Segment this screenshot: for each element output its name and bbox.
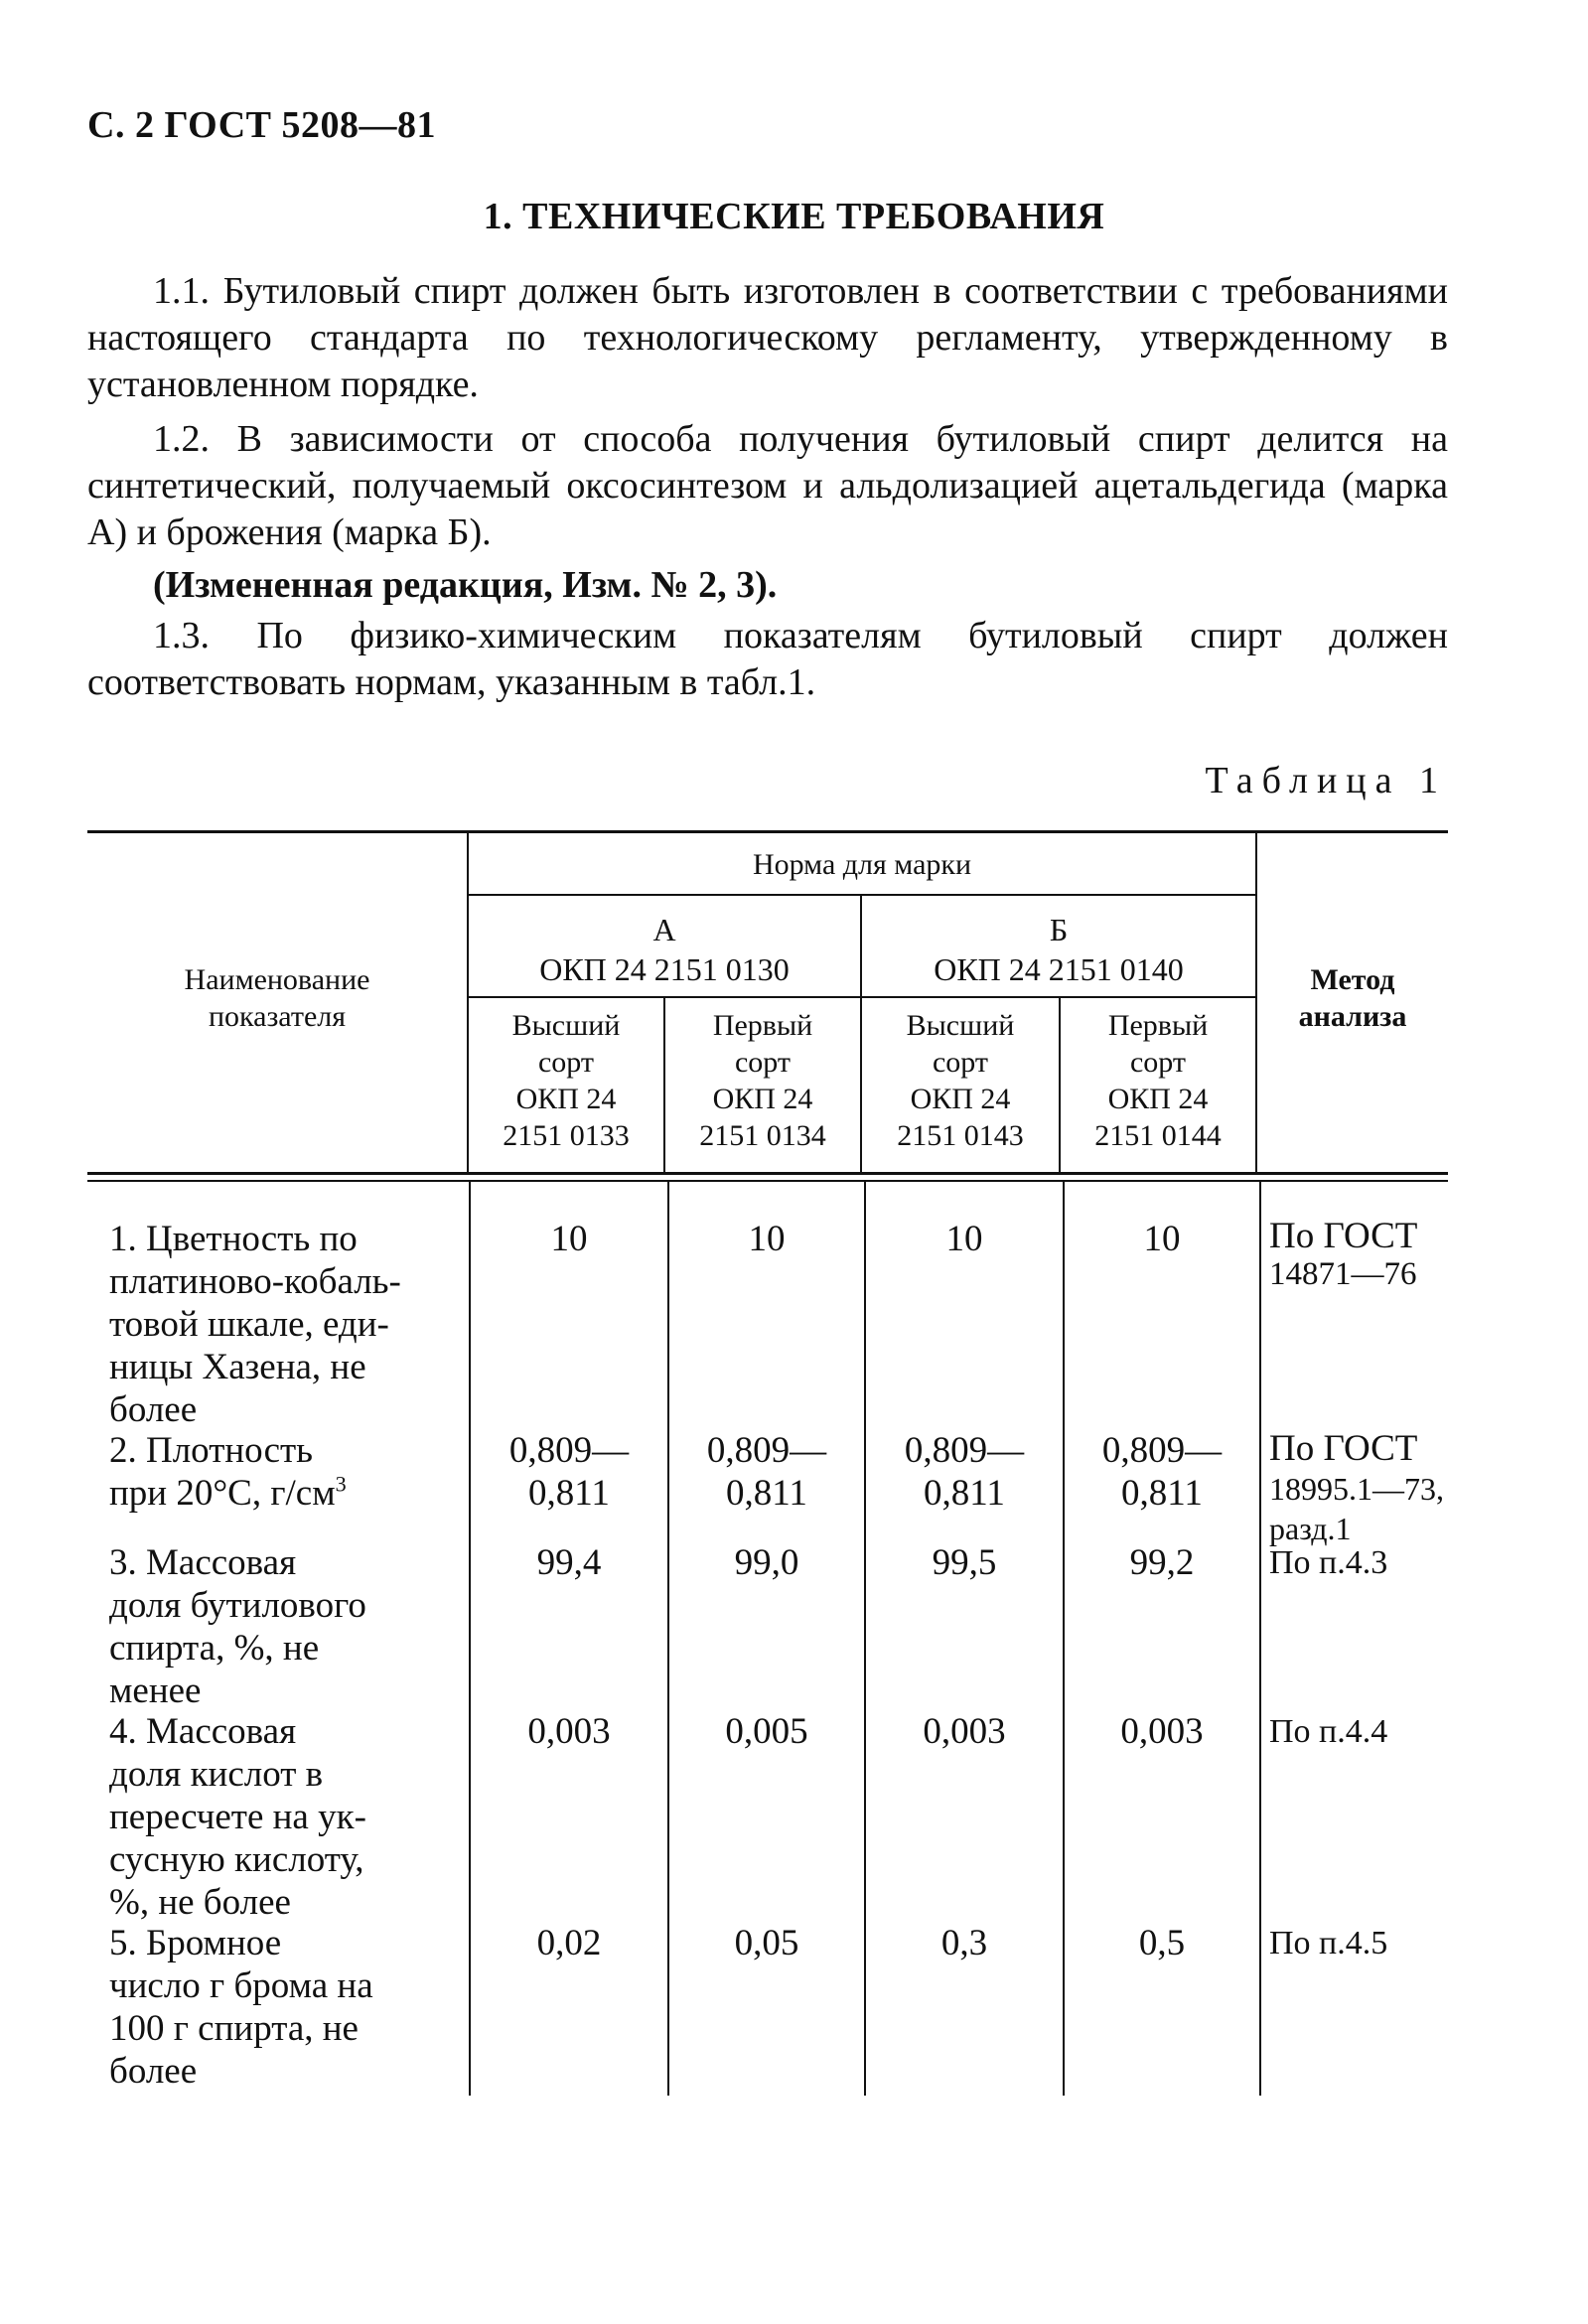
value-line: 0,811	[726, 1473, 807, 1514]
subcol-line: 2151 0134	[699, 1119, 826, 1152]
name-line: платиново-кобаль-	[109, 1261, 401, 1302]
vline-body-5	[1259, 1182, 1261, 2096]
name-line: более	[109, 1389, 198, 1430]
method-line: По п.4.3	[1269, 1544, 1388, 1581]
value-line: 0,809—	[508, 1430, 630, 1471]
subcol-a-first	[665, 1007, 860, 1154]
header-method-line: Метод	[1310, 963, 1395, 996]
header-method-col	[1257, 961, 1448, 1035]
table-cell-value: 10	[1143, 1219, 1181, 1259]
subcol-line: сорт	[537, 1046, 595, 1079]
name-line: 3. Массовая	[109, 1542, 297, 1583]
subcol-line: Высший	[906, 1009, 1015, 1042]
name-line: пересчете на ук-	[109, 1797, 366, 1837]
header-name-col	[87, 961, 467, 1035]
subcol-line: сорт	[932, 1046, 989, 1079]
value-line: 0,811	[528, 1473, 610, 1514]
table-cell-value: 0,003	[923, 1711, 1006, 1752]
table-cell-value: 10	[550, 1219, 588, 1259]
section-title: 1. ТЕХНИЧЕСКИЕ ТРЕБОВАНИЯ	[483, 196, 1105, 237]
table-header-rule	[87, 1172, 1448, 1175]
subcol-line: Первый	[712, 1009, 813, 1042]
table-cell-value	[669, 1429, 864, 1515]
name-line: 1. Цветность по	[109, 1219, 358, 1259]
table-cell-method	[1269, 1218, 1468, 1293]
header-grade-a	[469, 910, 860, 989]
method-line: По п.4.4	[1269, 1713, 1388, 1750]
header-name-line: показателя	[208, 1000, 347, 1033]
table-cell-value	[1065, 1429, 1259, 1515]
value-line: 0,811	[1121, 1473, 1203, 1514]
subcol-line: ОКП 24	[1107, 1083, 1209, 1115]
value-line: 0,809—	[904, 1430, 1025, 1471]
name-line-text: при 20°С, г/см	[109, 1473, 336, 1514]
name-line: товой шкале, еди-	[109, 1304, 389, 1345]
table-cell-method	[1269, 1429, 1468, 1548]
table-cell-method	[1269, 1922, 1468, 1964]
grade-rule	[467, 996, 1257, 998]
table-cell-value: 0,003	[1120, 1711, 1204, 1752]
subcol-line: 2151 0144	[1094, 1119, 1222, 1152]
subcol-line: ОКП 24	[515, 1083, 617, 1115]
subcol-line: ОКП 24	[712, 1083, 813, 1115]
table-row-name	[109, 1710, 452, 1924]
value-line: 0,809—	[1101, 1430, 1223, 1471]
table-row-name	[109, 1541, 452, 1712]
table-top-rule	[87, 830, 1448, 833]
grade-b-code: ОКП 24 2151 0140	[934, 951, 1184, 987]
grade-b-label: Б	[1049, 912, 1069, 947]
subcol-line: 2151 0143	[897, 1119, 1024, 1152]
method-line: По п.4.5	[1269, 1925, 1388, 1961]
subcol-a-high	[469, 1007, 663, 1154]
table-row-name	[109, 1922, 452, 2093]
method-line: По ГОСТ	[1269, 1216, 1418, 1256]
table-cell-value: 0,02	[536, 1923, 602, 1963]
table-cell-value: 0,05	[734, 1923, 799, 1963]
subcol-line: 2151 0133	[503, 1119, 630, 1152]
table-cell-value: 10	[748, 1219, 786, 1259]
value-line: 0,811	[924, 1473, 1005, 1514]
table-cell-value: 10	[945, 1219, 983, 1259]
subcol-line: сорт	[1129, 1046, 1187, 1079]
table-cell-value: 0,3	[940, 1923, 988, 1963]
method-line: разд.1	[1269, 1511, 1352, 1546]
table-cell-value: 99,2	[1129, 1542, 1195, 1583]
name-line: 5. Бромное	[109, 1923, 282, 1963]
table-cell-value: 99,0	[734, 1542, 799, 1583]
paragraph-1-3: 1.3. По физико-химическим показателям бутиловый спирт должен соответствовать нормам, указанным в табл.1.	[87, 615, 1448, 703]
name-line: 2. Плотность	[109, 1430, 314, 1471]
method-line: 14871—76	[1269, 1256, 1417, 1292]
name-line: 100 г спирта, не	[109, 2008, 359, 2049]
table-cell-method	[1269, 1710, 1468, 1753]
name-line-with-sup	[109, 1472, 452, 1515]
name-line: число г брома на	[109, 1965, 373, 2006]
value-line: 0,809—	[706, 1430, 827, 1471]
table-row-name	[109, 1218, 452, 1431]
method-line: 18995.1—73,	[1269, 1471, 1444, 1507]
name-line: 4. Массовая	[109, 1711, 297, 1752]
grade-a-code: ОКП 24 2151 0130	[539, 951, 790, 987]
table-cell-method	[1269, 1541, 1468, 1584]
header-method-line: анализа	[1298, 1000, 1407, 1033]
table-cell-value	[866, 1429, 1063, 1515]
running-head: С. 2 ГОСТ 5208—81	[87, 104, 436, 146]
name-line: доля бутилового	[109, 1585, 366, 1626]
table-cell-value: 0,5	[1138, 1923, 1186, 1963]
table-header-rule-2	[87, 1180, 1448, 1182]
table-cell-value: 99,4	[536, 1542, 602, 1583]
amendment-note: (Измененная редакция, Изм. № 2, 3).	[153, 564, 778, 606]
name-line: менее	[109, 1670, 202, 1711]
paragraph-1-1: 1.1. Бутиловый спирт должен быть изготовлен в соответствии с требованиями настоящего стандарта по технологическому регламенту, утвержденному в установленном порядке.	[87, 270, 1448, 405]
header-norm-group: Норма для марки	[752, 848, 972, 881]
subcol-line: ОКП 24	[910, 1083, 1011, 1115]
name-line: ницы Хазена, не	[109, 1347, 366, 1387]
table-caption: Таблица 1	[1205, 760, 1447, 801]
name-line: сусную кислоту,	[109, 1839, 364, 1880]
name-line: спирта, %, не	[109, 1628, 320, 1669]
subcol-b-first	[1061, 1007, 1255, 1154]
norm-group-rule	[467, 894, 1257, 896]
table-cell-value: 99,5	[932, 1542, 997, 1583]
grade-a-label: А	[652, 912, 676, 947]
header-grade-b	[862, 910, 1255, 989]
header-name-line: Наименование	[184, 963, 370, 996]
name-line: более	[109, 2051, 198, 2092]
method-line: По ГОСТ	[1269, 1428, 1418, 1469]
subcol-line: Первый	[1107, 1009, 1209, 1042]
superscript: 3	[335, 1471, 347, 1497]
subcol-line: Высший	[511, 1009, 621, 1042]
table-row-name	[109, 1429, 452, 1515]
table-cell-value: 0,005	[725, 1711, 808, 1752]
subcol-b-high	[862, 1007, 1059, 1154]
table-cell-value: 0,003	[527, 1711, 611, 1752]
subcol-line: сорт	[734, 1046, 792, 1079]
table-cell-value	[471, 1429, 667, 1515]
name-line: доля кислот в	[109, 1754, 324, 1795]
paragraph-1-2: 1.2. В зависимости от способа получения бутиловый спирт делится на синтетический, получаемый оксосинтезом и альдолизацией ацетальдегида (марка А) и брожения (марка Б).	[87, 418, 1448, 553]
name-line: %, не более	[109, 1882, 291, 1923]
